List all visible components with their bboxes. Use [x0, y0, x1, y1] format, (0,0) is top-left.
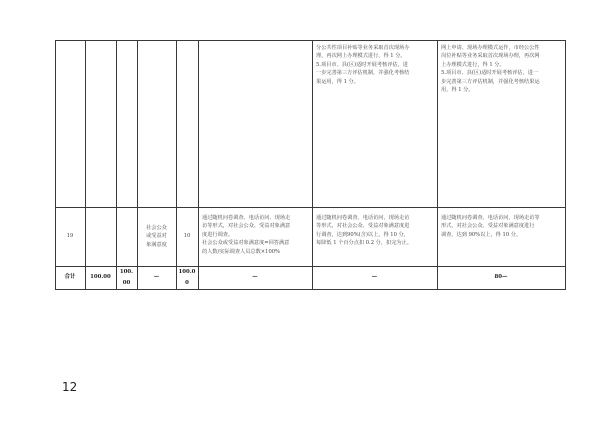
- row-divider-top: [55, 207, 565, 208]
- top-row-scoring-criteria: 分公共性项目补贴等业务采取首次现场办 理，再次网上办理模式进行，得 1 分。 5.项目市、县(区)适时开展考核评估，进 一步完善第三方评估机制，并强化考核结 果运用，得 1 分。: [316, 45, 410, 85]
- top-row-scoring-result: 网上申请、现场办理模式运作，市经公公性 岗位补贴等业务采取首次现场办理，再次网 上办理模式进行，得 1 分。 5.项目市、县(区)适时开展考核评估，进一 步完善第三方评估机制，并强化考核结果运 用，得 1 分。: [441, 45, 540, 94]
- row-19-scoring-result: 通过随机问卷调查、电话访问、现场走访等 形式，对社会公众、受益对象满意度进行 调查，达到 90%以上，得 10 分。: [441, 215, 540, 238]
- col-line-7: [437, 40, 438, 290]
- row-19-scoring-criteria: 通过随机问卷调查、电话访问、现场走访 等形式，对社会公众、受益对象满意度进 行调查，达到90%(含)以上，得 10 分， 每降低 1 个百分点扣 0.2 分，扣完为止。: [316, 215, 412, 247]
- col-line-5: [198, 40, 199, 290]
- total-dash-e: —: [252, 274, 258, 280]
- table-line-top: [55, 40, 565, 41]
- col-line-4: [176, 40, 177, 290]
- total-score-b: 100. 00: [119, 269, 134, 286]
- row-19-number: 19: [66, 233, 74, 239]
- page-number: 12: [62, 380, 78, 394]
- total-dash-c: —: [153, 274, 160, 280]
- col-line-6: [312, 40, 313, 290]
- row-19-indicator: 社会公众 或受益对 象满意度: [146, 225, 167, 248]
- total-dash-f: —: [371, 274, 378, 280]
- col-line-8: [565, 40, 566, 290]
- col-line-2: [116, 40, 117, 290]
- row-19-method: 通过随机问卷调查、电话访问、现场走 访等形式，对社会公众、受益对象满意 度进行调查。 社会公众或受益对象满意度=回答满意 的人数/实际调查人员总数×100%: [202, 215, 291, 255]
- row-19-weight: 10: [183, 233, 191, 239]
- col-line-0: [55, 40, 56, 290]
- total-score-a: 100.00: [90, 274, 111, 280]
- col-line-1: [85, 40, 86, 290]
- table-line-bottom: [55, 289, 565, 290]
- total-score-d: 100.0 0: [178, 269, 196, 286]
- total-label: 合计: [64, 274, 76, 280]
- total-score-g: 80—: [494, 274, 508, 280]
